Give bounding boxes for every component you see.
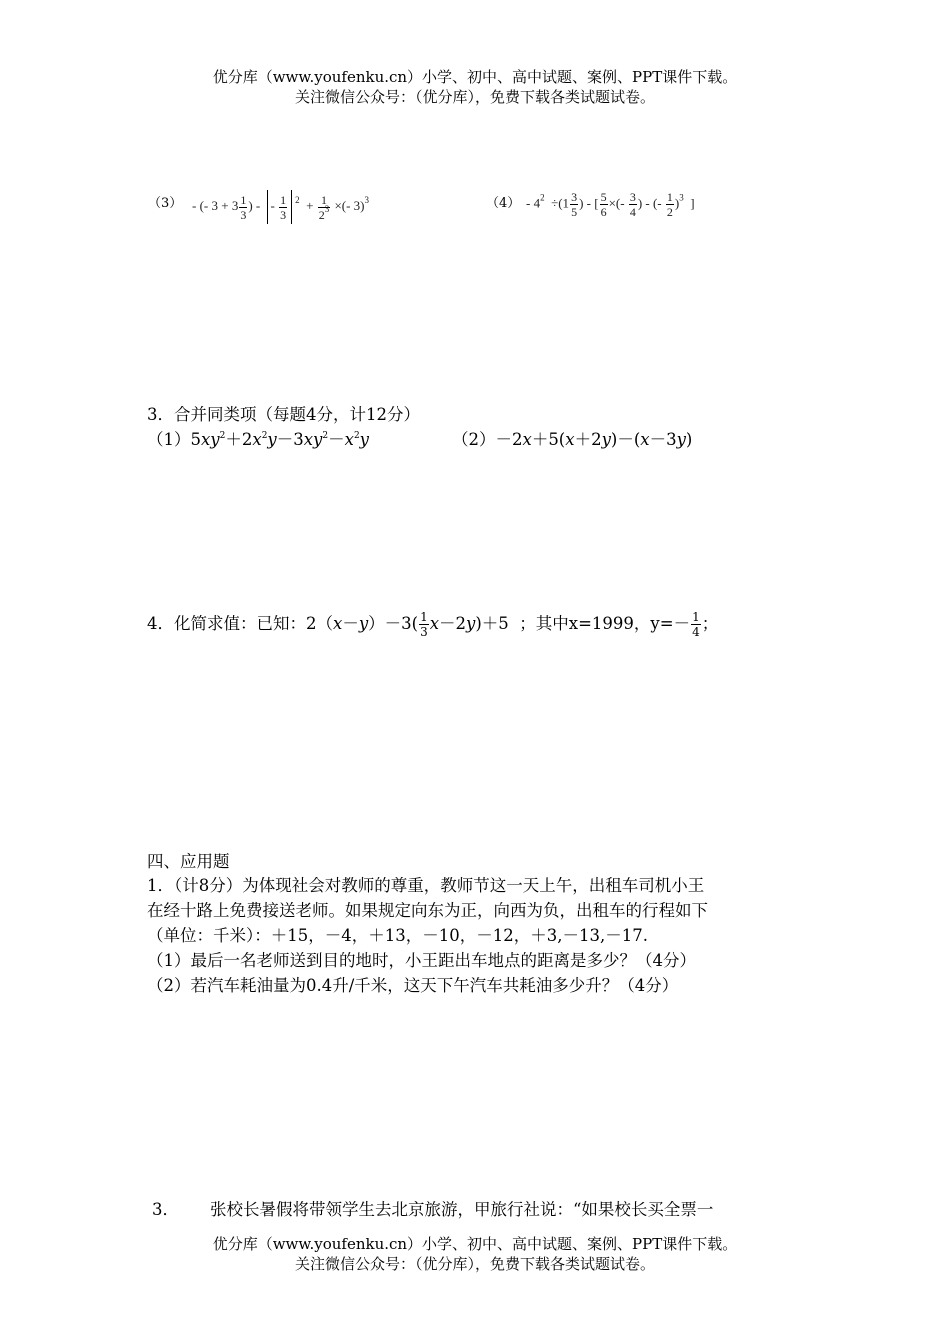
section-3-title: 3．合并同类项（每题4分，计12分） xyxy=(147,405,420,424)
fraction: $\frac{1}{4}$ xyxy=(692,610,700,639)
abs-bar-left xyxy=(267,190,268,224)
fraction: $\frac{3}{4}$ xyxy=(629,190,636,219)
section-3-problem-1: $(1)5xy^2+2x^2y-3xy^2-x^2y$ xyxy=(147,430,369,449)
fraction: $\frac{5}{6}$ xyxy=(600,190,607,219)
footer-line-1: 优分库（www.youfenku.cn）小学、初中、高中试题、案例、PPT课件下载。 xyxy=(212,1235,738,1253)
fraction: $\frac{1}{3}$ xyxy=(280,192,287,222)
problem-4-label: （4） xyxy=(486,196,521,211)
section-4-tail: ；其中 xyxy=(519,614,569,633)
problem-3-label: （3） xyxy=(148,196,183,211)
x-value: x=1999 xyxy=(568,614,634,633)
problem-4-expression: - $4^2 \div(1$ $\frac{3}{5}$ ) - [ $\frac{5}{6}$ ×(- $\frac{3}{4}$ ) - (- $\frac{1}{2}$ )$^3$ ] xyxy=(526,190,695,219)
q3-text: 张校长暑假将带领学生去北京旅游，甲旅行社说：“如果校长买全票一 xyxy=(210,1200,714,1219)
fraction: $\frac{1}{3}$ xyxy=(420,610,428,639)
q1-line-2: 在经十路上免费接送老师。如果规定向东为正，向西为负，出租车的行程如下 xyxy=(147,901,708,920)
q1-line-1: 1．（计8分）为体现社会对教师的尊重，教师节这一天上午，出租车司机小王 xyxy=(147,876,705,895)
abs-bar-right xyxy=(291,190,292,224)
fraction: $\frac{1}{2}$ xyxy=(666,190,673,219)
section-4-line: 4．化简求值：已知：2（x－y）－3( $\frac{1}{3}$ x－2y)＋5 ；其中x=1999，y=－ $\frac{1}{4}$ ； xyxy=(147,610,719,639)
problem-label: （2） xyxy=(452,430,496,449)
q1-line-3: （单位：千米）：＋15，－4，＋13，－10，－12，＋3,－13,－17. xyxy=(147,926,648,945)
y-label: y=－ xyxy=(650,614,691,633)
footer-line-2: 关注微信公众号：（优分库），免费下载各类试题试卷。 xyxy=(294,1255,655,1273)
q1-sub-2: （2）若汽车耗油量为0.4升/千米，这天下午汽车共耗油多少升？（4分） xyxy=(147,976,679,995)
header-line-2: 关注微信公众号：（优分库），免费下载各类试题试卷。 xyxy=(294,88,655,106)
fraction: $\frac{1}{3}$ xyxy=(240,192,247,222)
problem-3-expression: - (- 3 + 3 $\frac{1}{3}$ ) - - $\frac{1}{3}$ $^2$ + $\frac{1}{2^3}$ ×(- 3)$^3$ xyxy=(192,190,369,224)
problem-label: （1） xyxy=(147,430,191,449)
fraction: $\frac{3}{5}$ xyxy=(571,190,578,219)
application-heading: 四、应用题 xyxy=(147,852,230,871)
fraction: $\frac{1}{2^3}$ xyxy=(318,192,330,222)
q1-sub-1: （1）最后一名老师送到目的地时，小王距出车地点的距离是多少？（4分） xyxy=(147,951,696,970)
section-4-title: 4．化简求值：已知： xyxy=(147,614,306,633)
section-3-problem-2: （2）－2x＋5(x＋2y)－(x－3y) xyxy=(452,430,693,449)
header-line-1: 优分库（www.youfenku.cn）小学、初中、高中试题、案例、PPT课件下载。 xyxy=(212,68,738,86)
q3-number: 3． xyxy=(152,1200,179,1219)
